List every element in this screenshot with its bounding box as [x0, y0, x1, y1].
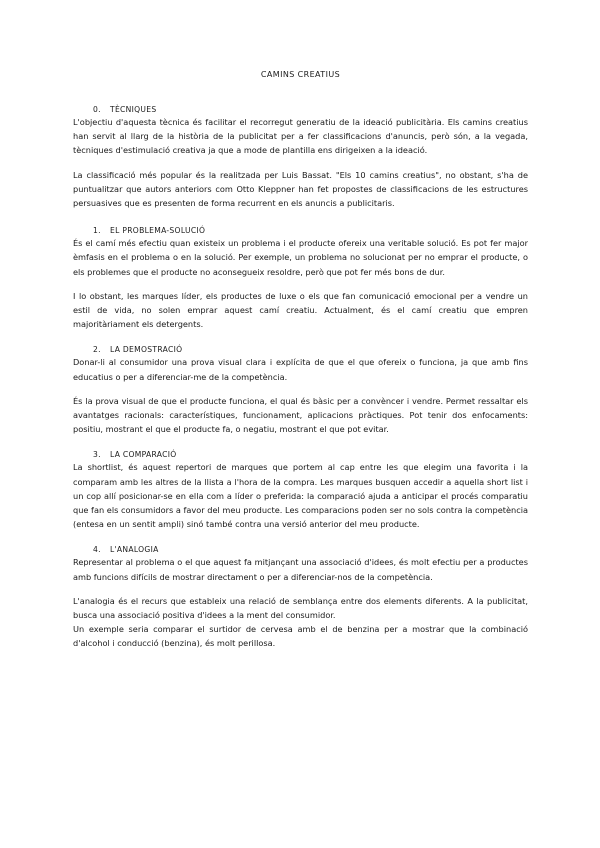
section-heading-comparacio: [93, 450, 528, 459]
section-heading-problema-solucio: [93, 226, 528, 235]
section-title: EL PROBLEMA-SOLUCIÓ: [110, 226, 206, 236]
paragraph: L'analogia és el recurs que estableix una relació de semblança entre dos elements diferents. A la publicitat, busca una associació positiva d'idees a la ment del consumidor.: [73, 595, 528, 621]
paragraph: La classificació més popular és la realitzada per Luis Bassat. "Els 10 camins creatius", no obstant, s'ha de puntualitzar que autors anteriors com Otto Kleppner han fet propostes de classificacions de les estructures persuasives que es presenten de forma recurrent en els anuncis a publicitaris.: [73, 169, 528, 209]
section-title: LA DEMOSTRACIÓ: [110, 345, 183, 355]
section-heading-tecniques: [93, 105, 528, 114]
paragraph: I lo obstant, les marques líder, els productes de luxe o els que fan comunicació emocional per a vendre un estil de vida, no solen emprar aquest camí creatiu. Actualment, és el camí creatiu que empren majoritàriament els detergents.: [73, 290, 528, 330]
section-heading-analogia: [93, 545, 528, 554]
paragraph: La shortlist, és aquest repertori de marques que portem al cap entre les que elegim una favorita i la comparam amb les altres de la llista a l'hora de la compra. Les marques busquen accedir a aquella short list i un cop allí posicionar-se en ella com a líder o preferida: la comparació ajuda a anticipar el procés comparatiu que fan els consumidors a favor del meu producte. Les comparacions poden ser no sols contra la competència (entesa en un sentit ampli) sinó també contra una versió anterior del meu producte.: [73, 462, 528, 530]
section-number: 4.: [93, 545, 101, 555]
paragraph: Un exemple seria comparar el surtidor de cervesa amb el de benzina per a mostrar que la combinació d'alcohol i conducció (benzina), és molt perillosa.: [73, 624, 528, 649]
section-number: 3.: [93, 450, 101, 460]
section-heading-demostracio: [93, 345, 528, 354]
paragraph: Representar al problema o el que aquest fa mitjançant una associació d'idees, és molt efectiu per a productes amb funcions difícils de mostrar directament o per a diferenciar-nos de la competència.: [73, 557, 528, 582]
paragraph: És la prova visual de que el producte funciona, el qual és bàsic per a convèncer i vendre. Permet ressaltar els avantatges racionals: característiques, funcionament, aplicacions pràctiques. Pot tenir dos enfocaments: positiu, mostrant el que el producte fa, o negatiu, mostrant el que pot evitar.: [73, 395, 528, 435]
paragraph: L'objectiu d'aquesta tècnica és facilitar el recorregut generatiu de la ideació publicitària. Els camins creatius han servit al llarg de la història de la publicitat per a fer classificacions d'anuncis, però són, a la vegada, tècniques d'estimulació creativa ja que a mode de plantilla ens dirigeixen a la ideació.: [73, 117, 528, 156]
section-number: 0.: [93, 105, 101, 114]
section-title: LA COMPARACIÓ: [110, 450, 177, 460]
document-title: CAMINS CREATIUS: [260, 70, 341, 79]
section-number: 1.: [93, 226, 101, 236]
section-title: TÈCNIQUES: [110, 105, 157, 114]
paragraph: És el camí més efectiu quan existeix un problema i el producte ofereix una veritable solució. Es pot fer major èmfasis en el problema o en la solució. Per exemple, un problema no solucionat per no emprar el producte, o els problemes que el producte no aconsegueix resoldre, però que pot fer més bons de dur.: [73, 238, 528, 277]
paragraph: Donar-li al consumidor una prova visual clara i explícita de que el que ofereix o funciona, ja que amb fins educatius o per a diferenciar-me de la competència.: [73, 357, 528, 382]
section-number: 2.: [93, 345, 101, 355]
section-title: L'ANALOGIA: [110, 545, 159, 555]
